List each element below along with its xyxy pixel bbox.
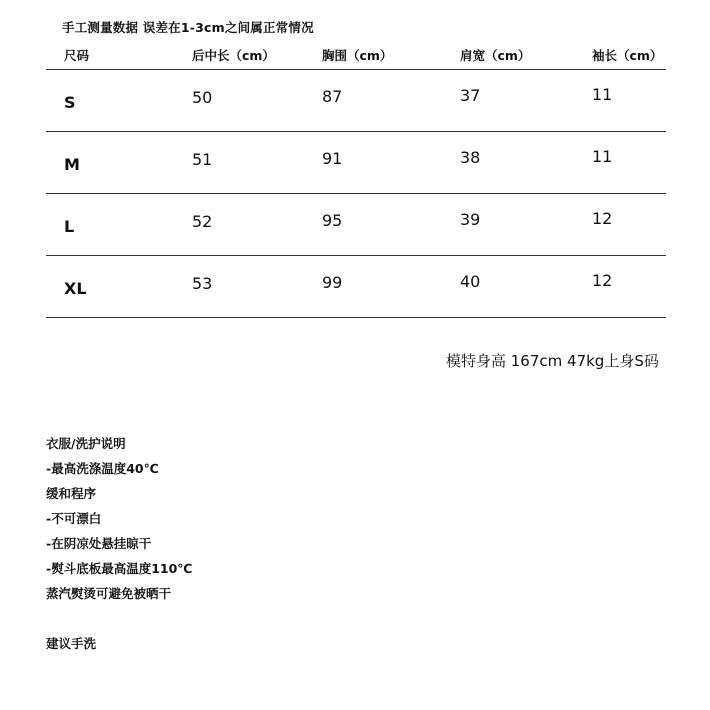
size-label: S [64, 93, 76, 112]
care-title: 衣服/洗护说明 [46, 436, 126, 451]
header-size: 尺码 [64, 48, 90, 63]
size-label: L [64, 217, 75, 236]
size-table [46, 42, 666, 318]
table-row [46, 70, 666, 132]
sleeve-value: 12 [592, 209, 613, 228]
care-line: -最高洗涤温度40℃ [46, 461, 159, 476]
header-shoulder: 肩宽（cm） [460, 48, 531, 63]
care-instructions [46, 434, 192, 609]
chest-value: 87 [322, 87, 343, 106]
shoulder-value: 40 [460, 272, 481, 291]
back-length-value: 51 [192, 150, 213, 169]
care-line: -熨斗底板最高温度110℃ [46, 561, 193, 576]
chest-value: 91 [322, 149, 343, 168]
table-row [46, 194, 666, 256]
wash-recommendation: 建议手洗 [46, 636, 97, 651]
care-line: 蒸汽熨烫可避免被晒干 [46, 586, 172, 601]
header-chest: 胸围（cm） [322, 48, 393, 63]
care-line: -不可漂白 [46, 511, 102, 526]
care-line: 缓和程序 [46, 486, 97, 501]
model-info: 模特身高 167cm 47kg上身S码 [446, 352, 659, 370]
table-row [46, 132, 666, 194]
measurement-note: 手工测量数据 误差在1-3cm之间属正常情况 [62, 20, 314, 35]
header-back-length: 后中长（cm） [192, 48, 275, 63]
shoulder-value: 37 [460, 86, 481, 105]
shoulder-value: 39 [460, 210, 481, 229]
back-length-value: 53 [192, 274, 213, 293]
table-row [46, 256, 666, 318]
sleeve-value: 11 [592, 85, 613, 104]
care-line: -在阴凉处悬挂晾干 [46, 536, 152, 551]
size-label: M [64, 155, 80, 174]
back-length-value: 52 [192, 212, 213, 231]
chest-value: 99 [322, 273, 343, 292]
sleeve-value: 11 [592, 147, 613, 166]
size-table-header [46, 42, 666, 70]
back-length-value: 50 [192, 88, 213, 107]
size-label: XL [64, 279, 87, 298]
header-sleeve: 袖长（cm） [592, 48, 663, 63]
chest-value: 95 [322, 211, 343, 230]
sleeve-value: 12 [592, 271, 613, 290]
shoulder-value: 38 [460, 148, 481, 167]
